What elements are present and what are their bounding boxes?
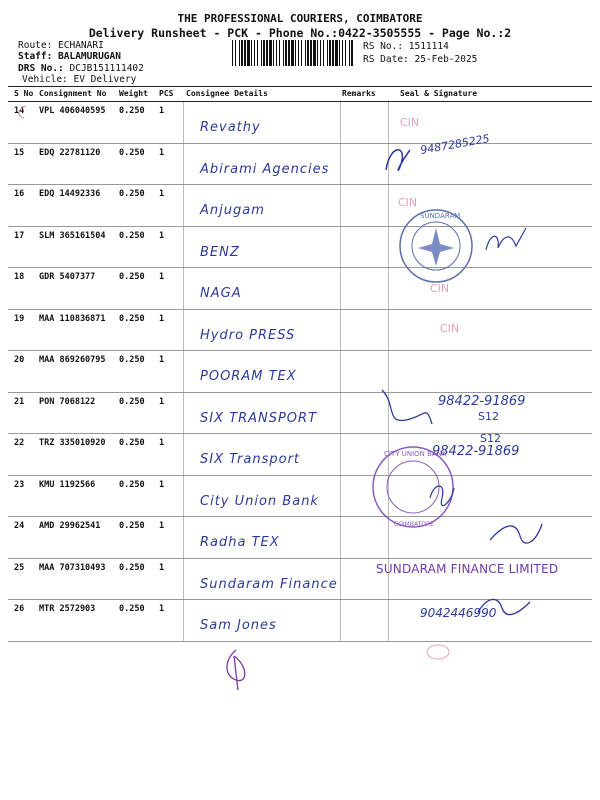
row-weight: 0.250 — [119, 272, 145, 282]
barcode-bar — [342, 40, 343, 66]
row-sno: 26 — [14, 604, 25, 614]
barcode-bar — [301, 40, 302, 66]
stamp-label: COIMBATORE — [394, 521, 434, 528]
barcode-bar — [351, 40, 353, 66]
table-row — [8, 268, 592, 310]
barcode-bar — [261, 40, 262, 66]
handwritten-consignee: Anjugam — [200, 203, 265, 218]
row-pcs: 1 — [159, 189, 165, 199]
barcode-bar — [273, 40, 274, 66]
handwritten-consignee: Sam Jones — [200, 618, 277, 633]
signature-scribble — [376, 384, 436, 434]
column-divider — [340, 393, 341, 434]
barcode-bar — [313, 40, 316, 66]
barcode-bar — [232, 40, 233, 66]
handwritten-consignee: BENZ — [200, 244, 240, 260]
barcode-bar — [254, 40, 255, 66]
row-consignment-no: VPL 406040595 — [39, 106, 106, 116]
row-pcs: 1 — [159, 313, 165, 324]
row-weight: 0.250 — [119, 313, 145, 324]
col-seal-header: Seal & Signature — [400, 89, 478, 98]
table-row — [8, 144, 592, 186]
column-divider — [183, 102, 184, 143]
barcode-bar — [339, 40, 340, 66]
column-divider — [388, 185, 389, 226]
column-divider — [388, 310, 389, 351]
column-divider — [183, 476, 184, 517]
row-weight: 0.250 — [119, 604, 145, 614]
col-remarks-header: Remarks — [342, 89, 376, 98]
signature-scribble — [426, 478, 456, 508]
row-consignment-no: GDR 5407377 — [39, 272, 96, 282]
column-divider — [183, 434, 184, 475]
column-divider — [340, 559, 341, 600]
handwritten-consignee: POORAM TEX — [200, 369, 297, 384]
handwritten-consignee: Revathy — [200, 120, 261, 135]
column-divider — [340, 268, 341, 309]
row-consignment-no: MAA 869260795 — [39, 355, 106, 365]
row-pcs: 1 — [159, 604, 165, 614]
barcode-bar — [349, 40, 350, 66]
barcode-bar — [310, 40, 312, 66]
column-divider — [183, 351, 184, 392]
row-sno: 15 — [14, 147, 25, 158]
rs-number: RS No.: 1511114 — [363, 41, 449, 52]
barcode-bar — [276, 40, 277, 66]
row-pcs: 1 — [159, 230, 165, 241]
row-sno: 24 — [14, 521, 25, 531]
row-weight: 0.250 — [119, 479, 145, 490]
row-sno: 19 — [14, 313, 25, 324]
row-sno: 16 — [14, 189, 25, 199]
rs-date: RS Date: 25-Feb-2025 — [363, 54, 478, 65]
row-sno: 25 — [14, 562, 25, 573]
column-divider — [388, 102, 389, 143]
barcode-bar — [345, 40, 346, 66]
column-divider — [340, 185, 341, 226]
row-consignment-no: MAA 707310493 — [39, 562, 106, 573]
row-pcs: 1 — [159, 479, 165, 490]
column-divider — [340, 434, 341, 475]
column-divider — [183, 517, 184, 558]
tick-mark — [14, 104, 30, 120]
barcode-bar — [327, 40, 328, 66]
handwritten-s12-b: S12 — [480, 432, 501, 445]
drs-label: DRS No.: — [18, 63, 64, 74]
consignment-table — [8, 86, 592, 642]
column-divider — [183, 268, 184, 309]
column-divider — [340, 476, 341, 517]
handwritten-consignee: SIX TRANSPORT — [200, 410, 318, 426]
handwritten-consignee: Hydro PRESS — [200, 327, 296, 343]
drs-value: DCJB151111402 — [69, 63, 144, 74]
barcode-bar — [295, 40, 296, 66]
row-weight: 0.250 — [119, 147, 145, 158]
barcode-bar — [279, 40, 280, 66]
col-pcs-header: PCS — [159, 89, 174, 98]
barcode-bar — [288, 40, 290, 66]
runsheet-title: Delivery Runsheet - PCK - Phone No.:0422-3505555 - Page No.:2 — [88, 26, 512, 40]
barcode-bar — [323, 40, 324, 66]
row-weight: 0.250 — [119, 396, 145, 407]
barcode-bar — [329, 40, 331, 66]
handwritten-consignee: Sundaram Finance — [200, 576, 338, 592]
column-divider — [183, 185, 184, 226]
row-pcs: 1 — [159, 106, 165, 116]
column-divider — [183, 393, 184, 434]
row-consignment-no: KMU 1192566 — [39, 479, 96, 490]
row-sno: 23 — [14, 479, 25, 490]
handwritten-consignee: City Union Bank — [200, 493, 319, 509]
col-consignment-header: Consignment No — [39, 89, 107, 98]
barcode-bar — [235, 40, 236, 66]
table-body — [8, 102, 592, 642]
signature-scribble — [218, 646, 254, 692]
row-pcs: 1 — [159, 438, 165, 448]
barcode-bar — [320, 40, 321, 66]
row-pcs: 1 — [159, 355, 165, 365]
signature-scribble — [482, 220, 532, 260]
barcode-bar — [263, 40, 265, 66]
row-consignment-no: PON 7068122 — [39, 396, 96, 407]
table-row — [8, 310, 592, 352]
cin-mark: CIN — [398, 196, 418, 209]
row-consignment-no: EDQ 14492336 — [39, 189, 101, 199]
barcode-bar — [239, 40, 240, 66]
barcode-bar — [305, 40, 306, 66]
row-sno: 18 — [14, 272, 25, 282]
column-divider — [183, 600, 184, 641]
table-row — [8, 476, 592, 518]
row-consignment-no: TRZ 335010920 — [39, 438, 106, 448]
row-weight: 0.250 — [119, 106, 145, 116]
sundaram-finance-stamp: SUNDARAM FINANCE LIMITED — [376, 562, 559, 576]
row-weight: 0.250 — [119, 521, 145, 531]
row-weight: 0.250 — [119, 355, 145, 365]
handwritten-consignee: NAGA — [200, 286, 242, 301]
barcode-bar — [266, 40, 268, 66]
row-consignment-no: EDQ 22781120 — [39, 147, 101, 158]
barcode-bar — [244, 40, 246, 66]
column-divider — [340, 600, 341, 641]
barcode-bar — [335, 40, 338, 66]
column-divider — [388, 227, 389, 268]
signature-scribble — [486, 518, 546, 548]
handwritten-phone-row22: 98422-91869 — [432, 444, 520, 459]
row-pcs: 1 — [159, 562, 165, 573]
table-row — [8, 102, 592, 144]
row-consignment-no: MTR 2572903 — [39, 604, 96, 614]
barcode-bar — [317, 40, 318, 66]
row-pcs: 1 — [159, 272, 165, 282]
drs-field — [18, 63, 144, 74]
handwritten-consignee: SIX Transport — [200, 452, 301, 467]
column-divider — [340, 102, 341, 143]
row-sno: 20 — [14, 355, 25, 365]
row-sno: 22 — [14, 438, 25, 448]
column-divider — [388, 600, 389, 641]
column-divider — [183, 310, 184, 351]
row-weight: 0.250 — [119, 189, 145, 199]
signature-scribble — [474, 592, 534, 622]
stamp-label: CITY UNION BANK — [384, 450, 447, 458]
row-weight: 0.250 — [119, 438, 145, 448]
column-divider — [340, 227, 341, 268]
row-consignment-no: MAA 110836871 — [39, 313, 106, 324]
row-consignment-no: SLM 365161504 — [39, 230, 106, 241]
cin-mark: CIN — [400, 116, 420, 129]
barcode-bar — [269, 40, 272, 66]
col-weight-header: Weight — [119, 89, 148, 98]
col-sno-header: S No — [14, 89, 34, 98]
barcode-bar — [332, 40, 334, 66]
barcode-bar — [291, 40, 294, 66]
column-divider — [183, 227, 184, 268]
handwritten-phone-row26: 9042446990 — [420, 606, 497, 620]
row-pcs: 1 — [159, 396, 165, 407]
barcode-bar — [241, 40, 243, 66]
barcode-bar — [283, 40, 284, 66]
column-divider — [340, 310, 341, 351]
row-pcs: 1 — [159, 521, 165, 531]
column-divider — [340, 144, 341, 185]
handwritten-consignee: Abirami Agencies — [200, 161, 330, 177]
row-sno: 14 — [14, 106, 25, 116]
barcode-image — [232, 40, 356, 66]
table-header — [8, 86, 592, 102]
barcode-bar — [298, 40, 299, 66]
row-sno: 21 — [14, 396, 25, 407]
company-title: THE PROFESSIONAL COURIERS, COIMBATORE — [177, 12, 423, 25]
barcode-bar — [307, 40, 309, 66]
barcode-bar — [247, 40, 250, 66]
column-divider — [183, 144, 184, 185]
barcode-bar — [285, 40, 287, 66]
row-weight: 0.250 — [119, 562, 145, 573]
cin-mark: CIN — [440, 322, 460, 335]
column-divider — [340, 517, 341, 558]
stamp-label: SUNDARAM — [420, 212, 461, 220]
column-divider — [183, 559, 184, 600]
handwritten-phone-row21: 98422-91869 — [438, 394, 526, 409]
handwritten-phone-row15: 9487285225 — [419, 132, 491, 157]
row-weight: 0.250 — [119, 230, 145, 241]
vehicle-field: Vehicle: EV Delivery — [22, 74, 137, 85]
row-consignment-no: AMD 29962541 — [39, 521, 101, 531]
column-divider — [340, 351, 341, 392]
barcode-bar — [257, 40, 258, 66]
cin-mark: CIN — [430, 282, 450, 295]
table-row — [8, 351, 592, 393]
route-field: Route: ECHANARI — [18, 40, 104, 51]
handwritten-s12-a: S12 — [478, 410, 499, 423]
col-consignee-header: Consignee Details — [186, 89, 268, 98]
handwritten-consignee: Radha TEX — [200, 535, 280, 550]
staff-field: Staff: BALAMURUGAN — [18, 51, 121, 62]
row-sno: 17 — [14, 230, 25, 241]
column-divider — [388, 268, 389, 309]
barcode-bar — [251, 40, 252, 66]
circle-mark — [424, 642, 452, 662]
sundaram-round-stamp — [396, 206, 476, 286]
row-pcs: 1 — [159, 147, 165, 158]
signature-scribble — [380, 140, 420, 180]
